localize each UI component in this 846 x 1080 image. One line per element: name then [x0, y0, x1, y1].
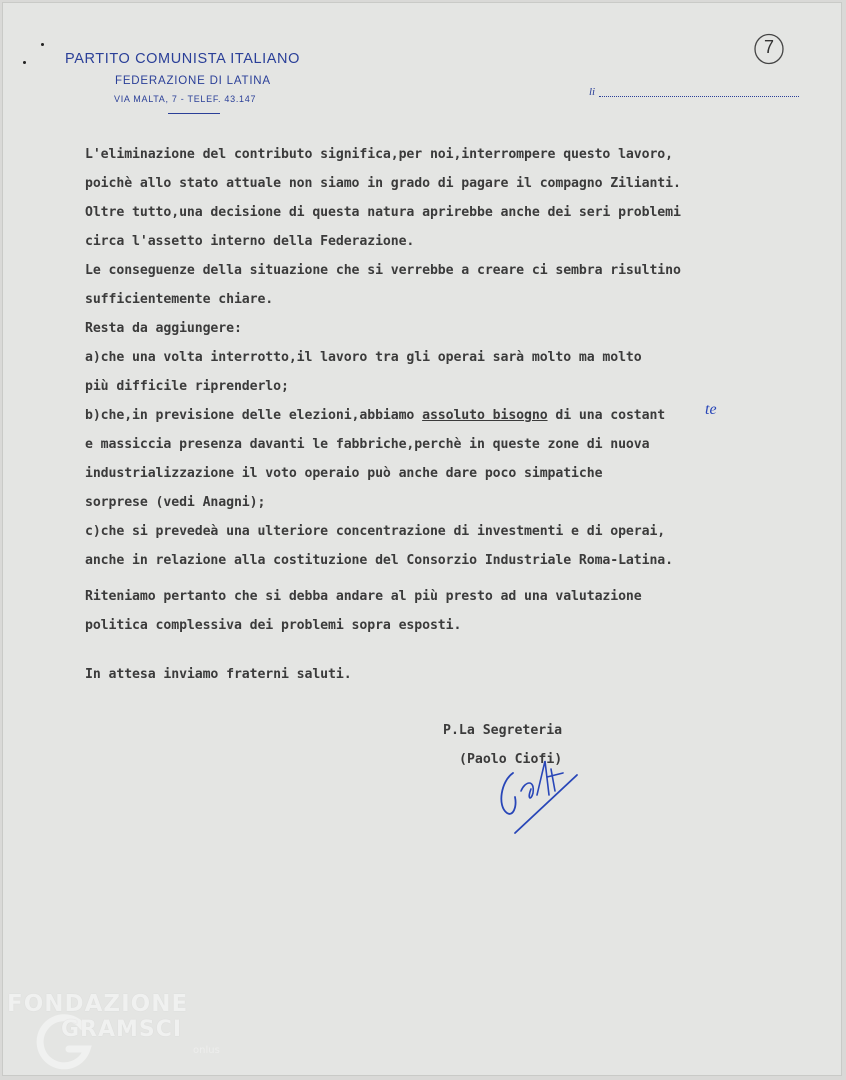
watermark-suffix: onlus: [193, 1045, 220, 1056]
signature-name: (Paolo Ciofi): [459, 752, 563, 767]
body-line: politica complessiva dei problemi sopra esposti.: [85, 618, 462, 633]
body-line: circa l'assetto interno della Federazione.: [85, 234, 415, 249]
underlined-phrase: assoluto bisogno: [422, 408, 548, 423]
body-text: di una costant: [547, 408, 666, 423]
body-line: industrializzazione il voto operaio può anche dare poco simpatiche: [85, 466, 603, 481]
watermark-gramsci: GRAMSCI: [61, 1017, 183, 1042]
handwritten-signature: [491, 751, 591, 841]
federation-address: VIA MALTA, 7 - TELEF. 43.147: [114, 94, 257, 104]
place-date-line: [599, 96, 799, 97]
body-line: L'eliminazione del contributo significa,per noi,interrompere questo lavoro,: [85, 147, 673, 162]
watermark-foundation: FONDAZIONE: [7, 991, 189, 1017]
archive-watermark: [7, 989, 227, 1076]
body-line: e massiccia presenza davanti le fabbriche,perchè in queste zone di nuova: [85, 437, 650, 452]
body-line: Resta da aggiungere:: [85, 321, 242, 336]
letterhead-rule: [168, 113, 220, 114]
body-line: sufficientemente chiare.: [85, 292, 274, 307]
closing-line: In attesa inviamo fraterni saluti.: [85, 667, 352, 682]
body-text: b)che,in previsione delle elezioni,abbiamo: [85, 408, 423, 423]
body-line: Riteniamo pertanto che si debba andare al più presto ad una valutazione: [85, 589, 642, 604]
handwritten-correction: te: [705, 401, 717, 418]
body-line: a)che una volta interrotto,il lavoro tra gli operai sarà molto ma molto: [85, 350, 642, 365]
page-number-circle: [753, 33, 785, 65]
federation-name: FEDERAZIONE DI LATINA: [115, 75, 271, 87]
letter-page: [2, 2, 842, 1076]
paper-speck: [41, 43, 44, 46]
body-line: Le conseguenze della situazione che si verrebbe a creare ci sembra risultino: [85, 263, 681, 278]
signature-role: P.La Segreteria: [443, 723, 563, 738]
body-line-emphasis: [85, 408, 665, 423]
body-line: Oltre tutto,una decisione di questa natura aprirebbe anche dei seri problemi: [85, 205, 681, 220]
party-name: PARTITO COMUNISTA ITALIANO: [65, 51, 301, 67]
page-number: 7: [763, 37, 774, 57]
paper-speck: [23, 61, 26, 64]
body-line: anche in relazione alla costituzione del Consorzio Industriale Roma-Latina.: [85, 553, 673, 568]
body-line: sorprese (vedi Anagni);: [85, 495, 266, 510]
body-line: poichè allo stato attuale non siamo in grado di pagare il compagno Zilianti.: [85, 176, 681, 191]
place-date-label: li: [589, 86, 596, 98]
body-line: più difficile riprenderlo;: [85, 379, 289, 394]
body-line: c)che si prevedeà una ulteriore concentrazione di investmenti e di operai,: [85, 524, 666, 539]
